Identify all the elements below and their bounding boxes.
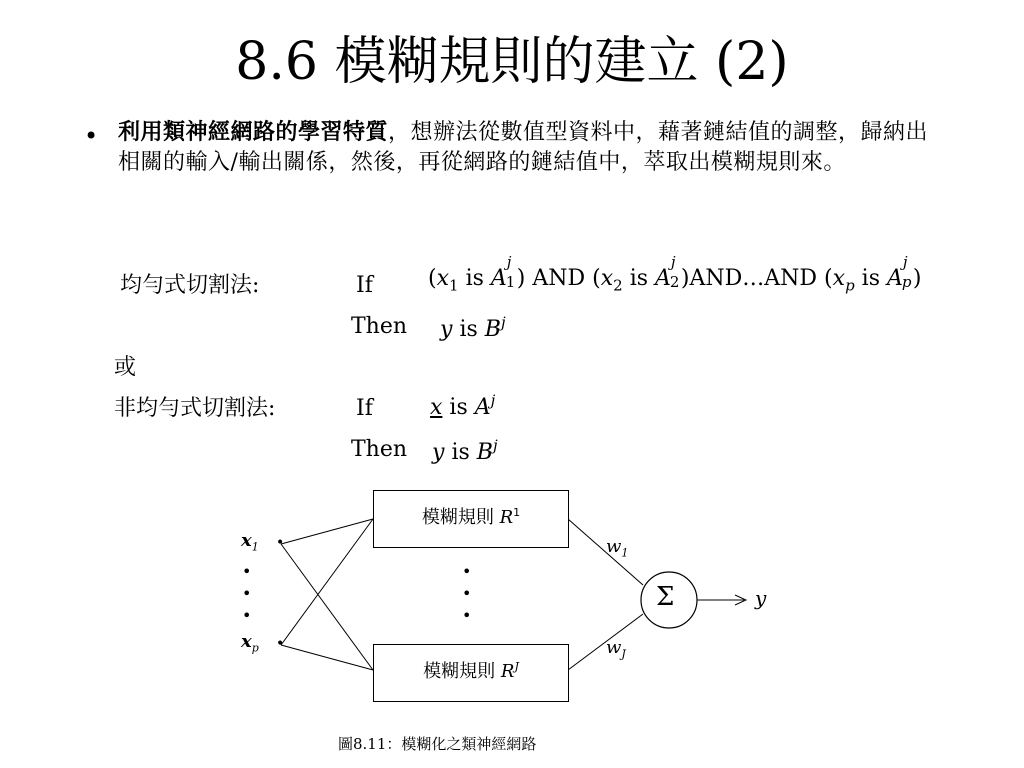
weight-sub-bottom: J bbox=[621, 647, 626, 661]
input-var-bottom: x bbox=[241, 631, 252, 652]
or-text: 或 bbox=[114, 355, 137, 380]
set-B-1: B bbox=[484, 317, 501, 342]
sup-j-6: j bbox=[492, 436, 498, 455]
rule-sup-bottom: J bbox=[514, 660, 519, 673]
bullet-bold-phrase: 利用類神經網路的學習特質 bbox=[118, 120, 389, 145]
is-3: is bbox=[861, 266, 880, 291]
if-label-1: If bbox=[356, 273, 373, 298]
figure-caption: 圖8.11：模糊化之類神經網路 bbox=[338, 735, 537, 753]
var-x-vector: x bbox=[430, 395, 443, 420]
weight-label-wJ bbox=[606, 637, 626, 661]
uniform-if-clause: ($x_1$ is A j 1 ) AND ($x_2$ is A j 2 )AND…AND ($x_p$ is A j p ) bbox=[428, 253, 922, 295]
var-x1: x bbox=[436, 266, 450, 291]
var-y-2: y bbox=[432, 440, 445, 465]
sub-1: 1 bbox=[449, 276, 459, 295]
rule-box-label-bottom: 模糊規則 bbox=[423, 661, 496, 682]
rule-ellipsis-dot-1: • bbox=[462, 562, 472, 581]
weight-var-top: w bbox=[606, 536, 622, 557]
is-2: is bbox=[629, 266, 649, 291]
weight-var-bottom: w bbox=[606, 637, 622, 658]
set-B-2: B bbox=[476, 440, 493, 465]
input-dot-x1: • bbox=[276, 535, 285, 551]
input-label-xp bbox=[241, 631, 259, 655]
output-label-y: y bbox=[755, 586, 767, 610]
var-x2: x bbox=[600, 266, 614, 291]
input-sub-top: 1 bbox=[251, 540, 259, 554]
input-label-x1 bbox=[241, 530, 259, 554]
bullet-body-text: ，想辦法從數值型資料中，藉著鏈結值的調整，歸納出相關的輸入/輸出關係，然後，再從網路的鏈結值中，萃取出模糊規則來。 bbox=[118, 120, 929, 175]
rule-sup-top: 1 bbox=[513, 506, 521, 519]
sup-j-4: j bbox=[500, 313, 506, 332]
set-A2: A bbox=[655, 266, 671, 291]
edge-xp-r1 bbox=[281, 519, 373, 645]
uniform-partition-label: 均勻式切割法: bbox=[120, 273, 260, 298]
is-6: is bbox=[451, 440, 470, 465]
edge-x1-r1 bbox=[281, 519, 373, 544]
rule-symbol-bottom: R bbox=[500, 661, 515, 682]
input-sub-bottom: p bbox=[251, 641, 259, 655]
page-title: 8.6 模糊規則的建立 (2) bbox=[235, 32, 789, 92]
then-label-1: Then bbox=[351, 314, 408, 339]
input-var-top: x bbox=[241, 530, 252, 551]
sup-j-5: j bbox=[490, 391, 496, 410]
edge-xp-rJ bbox=[281, 645, 373, 670]
edge-x1-rJ bbox=[281, 544, 373, 670]
is-1: is bbox=[465, 266, 484, 291]
bullet-marker: • bbox=[84, 122, 99, 150]
rule-ellipsis-dot-3: • bbox=[462, 606, 472, 625]
input-ellipsis-dot-3: • bbox=[242, 606, 252, 625]
input-ellipsis-dot-1: • bbox=[242, 562, 252, 581]
input-dot-xp: • bbox=[276, 636, 285, 652]
set-A1: A bbox=[490, 266, 507, 291]
sup-j-1: j bbox=[506, 253, 512, 271]
set-A: A bbox=[474, 395, 491, 420]
sup-j-3: j bbox=[902, 253, 908, 271]
then-label-2: Then bbox=[351, 437, 408, 462]
var-y-1: y bbox=[440, 317, 453, 342]
and-2: AND bbox=[689, 266, 743, 291]
nonuniform-partition-label: 非均勻式切割法: bbox=[114, 396, 276, 421]
is-4: is bbox=[459, 317, 478, 342]
rule-symbol-top: R bbox=[499, 507, 514, 528]
sub-pb: p bbox=[901, 273, 912, 291]
sub-p: p bbox=[845, 276, 855, 295]
and-3: AND bbox=[764, 266, 818, 291]
ellipsis: … bbox=[742, 266, 765, 291]
sub-2b: 2 bbox=[669, 273, 680, 291]
var-xp: x bbox=[832, 266, 846, 291]
set-Ap: A bbox=[887, 266, 903, 291]
sup-j-2: j bbox=[670, 253, 676, 271]
sub-1b: 1 bbox=[505, 273, 516, 291]
sigma-symbol: Σ bbox=[656, 582, 675, 612]
and-1: AND bbox=[532, 266, 586, 291]
fuzzy-rule-box-bottom bbox=[373, 644, 569, 702]
sub-2: 2 bbox=[613, 276, 623, 295]
fuzzy-rule-box-top bbox=[373, 490, 569, 548]
if-label-2: If bbox=[356, 396, 373, 421]
input-ellipsis-dot-2: • bbox=[242, 584, 252, 603]
rule-box-label-top: 模糊規則 bbox=[421, 507, 494, 528]
rule-ellipsis-dot-2: • bbox=[462, 584, 472, 603]
weight-sub-top: 1 bbox=[621, 546, 629, 560]
weight-label-w1 bbox=[606, 536, 629, 560]
is-5: is bbox=[449, 395, 468, 420]
